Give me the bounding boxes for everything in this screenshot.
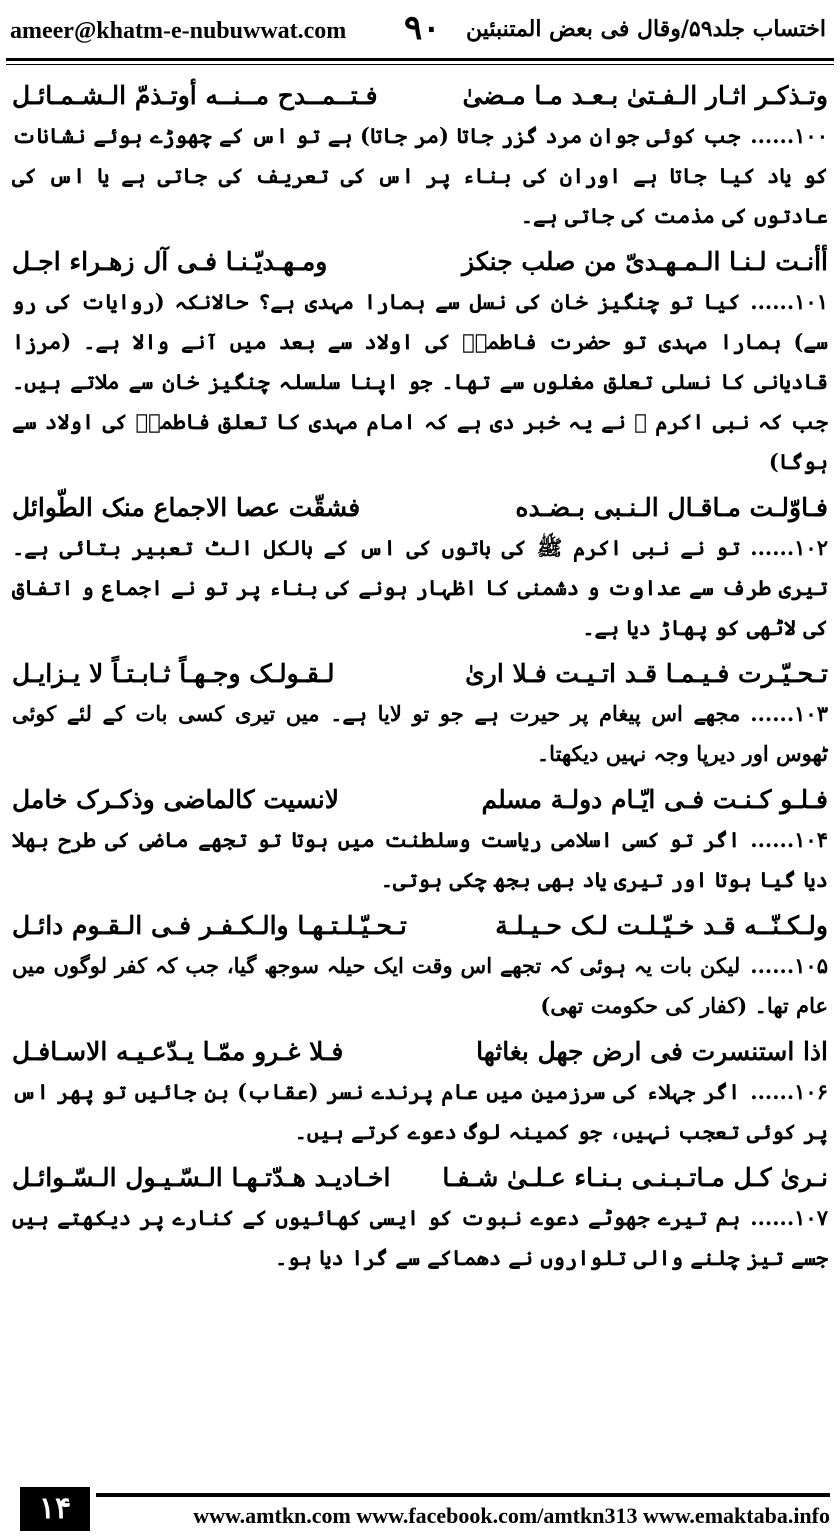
- verse-first-hemistich: أأنـت لـنـا الـمـهـدىّ من صلب جنكز: [462, 247, 828, 276]
- page-number: ۹۰: [404, 8, 441, 48]
- verse-number: ۱۰۵......: [750, 953, 828, 978]
- footer-page-number: ۱۴: [20, 1487, 90, 1531]
- poem-entry: [12, 242, 828, 482]
- arabic-verse: [12, 906, 828, 946]
- verse-second-hemistich: ومـهـديّـنـا فـى آل زهـراء اجـل: [12, 247, 328, 276]
- page-content: [12, 76, 828, 1284]
- verse-number: ۱۰۴......: [750, 827, 828, 852]
- page-header: [0, 0, 840, 70]
- poem-entry: [12, 1158, 828, 1278]
- verse-first-hemistich: اذا استنسرت فى ارض جهل بغاثها: [476, 1037, 828, 1066]
- verse-second-hemistich: اخـاديـد هـدّتـهـا الـسّـيـول الـسّـوائـل: [12, 1163, 391, 1192]
- verse-number: ۱۰۳......: [750, 701, 828, 726]
- verse-number: ۱۰۲......: [750, 535, 828, 560]
- verse-first-hemistich: نـرىٰ كـل مـاتـبـنـى بـنـاء عـلـىٰ شـفـا: [442, 1163, 828, 1192]
- verse-second-hemistich: فـلا غـرو ممّـا يـدّعـيـه الاسـافـل: [12, 1037, 344, 1066]
- verse-second-hemistich: فشقّت عصا الاجماع منک الطّوائل: [12, 493, 361, 522]
- verse-second-hemistich: تـحـيّـلـتـهـا والـكـفـر فـى الـقـوم دائـل: [12, 911, 407, 940]
- page-footer: [0, 1485, 840, 1540]
- book-title: اختساب جلد۵۹/وقال فی بعض المتنبئین: [466, 16, 826, 42]
- footer-urls: www.amtkn.com www.facebook.com/amtkn313 www.emaktaba.info: [193, 1503, 830, 1528]
- footer-rule: [96, 1493, 830, 1497]
- header-email: ameer@khatm-e-nubuwwat.com: [10, 18, 347, 44]
- verse-second-hemistich: لـقـولـک وجـهـاً ثـابـتـاً لا يـزايـل: [12, 659, 335, 688]
- verse-first-hemistich: فـلـو كـنـت فـى ايّـام دولـة مسلم: [481, 785, 828, 814]
- urdu-translation: [12, 946, 828, 1026]
- arabic-verse: [12, 76, 828, 116]
- header-rule-thin: [6, 64, 834, 65]
- verse-number: ۱۰۷......: [750, 1205, 828, 1230]
- arabic-verse: [12, 654, 828, 694]
- urdu-translation: [12, 1072, 828, 1152]
- verse-number: ۱۰۰......: [750, 123, 828, 148]
- translation-text: اگر تو کسی اسلامی ریاست وسلطنت میں ہوتا تو تجھے ماضی کی طرح بھلا دیا گیا ہوتا اور تیری یاد بھی بجھ چکی ہوتی۔: [12, 827, 828, 892]
- poem-entry: [12, 906, 828, 1026]
- urdu-translation: [12, 116, 828, 236]
- verse-first-hemistich: ولـكـنّــه قـد خـيّـلـت لـک حـيـلـة: [495, 911, 828, 940]
- poem-entry: [12, 1032, 828, 1152]
- urdu-translation: [12, 1198, 828, 1278]
- verse-second-hemistich: لانسيت كالماضى وذكـرک خامل: [12, 785, 339, 814]
- arabic-verse: [12, 488, 828, 528]
- verse-number: ۱۰۱......: [750, 289, 828, 314]
- poem-entry: [12, 780, 828, 900]
- urdu-translation: [12, 528, 828, 648]
- translation-text: جب کوئی جوان مرد گزر جاتا (مر جاتا) ہے تو اس کے چھوڑے ہوئے نشانات کو یاد کیا جاتا ہے اوران کی بناء پر اس کی تعریف کی جاتی ہے یا اس کی عادتوں کی مذمت کی جاتی ہے۔: [12, 123, 828, 228]
- poem-entry: [12, 76, 828, 236]
- translation-text: مجھے اس پیغام پر حیرت ہے جو تو لایا ہے۔ میں تیری کسی بات کے لئے کوئی ٹھوس اور دیرپا وجہ نہیں دیکھتا۔: [12, 701, 828, 766]
- verse-first-hemistich: فـاوّلـت مـاقـال الـنـبى بـضـده: [515, 493, 828, 522]
- urdu-translation: [12, 820, 828, 900]
- arabic-verse: [12, 242, 828, 282]
- arabic-verse: [12, 1158, 828, 1198]
- poem-entry: [12, 488, 828, 648]
- translation-text: اگر جہلاء کی سرزمین میں عام پرندے نسر (عقاب) بن جائیں تو پھر اس پر کوئی تعجب نہیں، جو کمینہ لوگ دعوے کرتے ہیں۔: [12, 1079, 828, 1144]
- arabic-verse: [12, 780, 828, 820]
- verse-second-hemistich: فـتــمــدح مــنــه أوتـذمّ الـشـمـائـل: [12, 81, 378, 110]
- verse-first-hemistich: تـحـيّـرت فـيـمـا قـد اتـيـت فـلا ارىٰ: [465, 659, 828, 688]
- translation-text: کیا تو چنگیز خان کی نسل سے ہمارا مہدی ہے؟ حالانکہ (روایات کی رو سے) ہمارا مہدی تو حضرت فاطمہؓ کی اولاد سے بعد میں آنے والا ہے۔ (مرزا قادیانی کا نسلی تعلق مغلوں سے تھا۔ جو اپنا سلسلہ چنگیز خان سے ملاتے ہیں۔ جب کہ نبی اکرم ﷺ نے یہ خبر دی ہے کہ امام مہدی کا تعلق فاطمہؓ کی اولاد سے ہوگا): [12, 289, 828, 474]
- verse-first-hemistich: وتـذكـر اثـار الـفـتىٰ بـعـد مـا مـضىٰ: [462, 81, 828, 110]
- translation-text: تو نے نبی اکرم ﷺ کی باتوں کی اس کے بالکل الٹ تعبیر بتائی ہے۔ تیری طرف سے عداوت و دشمنی کا اظہار ہونے کی بناء پر تو نے اجماع و اتفاق کی لاٹھی کو پھاڑ دیا ہے۔: [12, 535, 828, 640]
- header-rule: [6, 58, 834, 61]
- translation-text: لیکن بات یہ ہوئی کہ تجھے اس وقت ایک حیلہ سوجھ گیا، جب کہ کفر لوگوں میں عام تھا۔ (کفار کی حکومت تھی): [12, 953, 828, 1018]
- poem-entry: [12, 654, 828, 774]
- arabic-verse: [12, 1032, 828, 1072]
- urdu-translation: [12, 694, 828, 774]
- urdu-translation: [12, 282, 828, 482]
- translation-text: ہم تیرے جھوٹے دعوے نبوت کو ایسی کھائیوں کے کنارے پر دیکھتے ہیں جسے تیز چلنے والی تلواروں نے دھماکے سے گرا دیا ہو۔: [12, 1205, 828, 1270]
- verse-number: ۱۰۶......: [750, 1079, 828, 1104]
